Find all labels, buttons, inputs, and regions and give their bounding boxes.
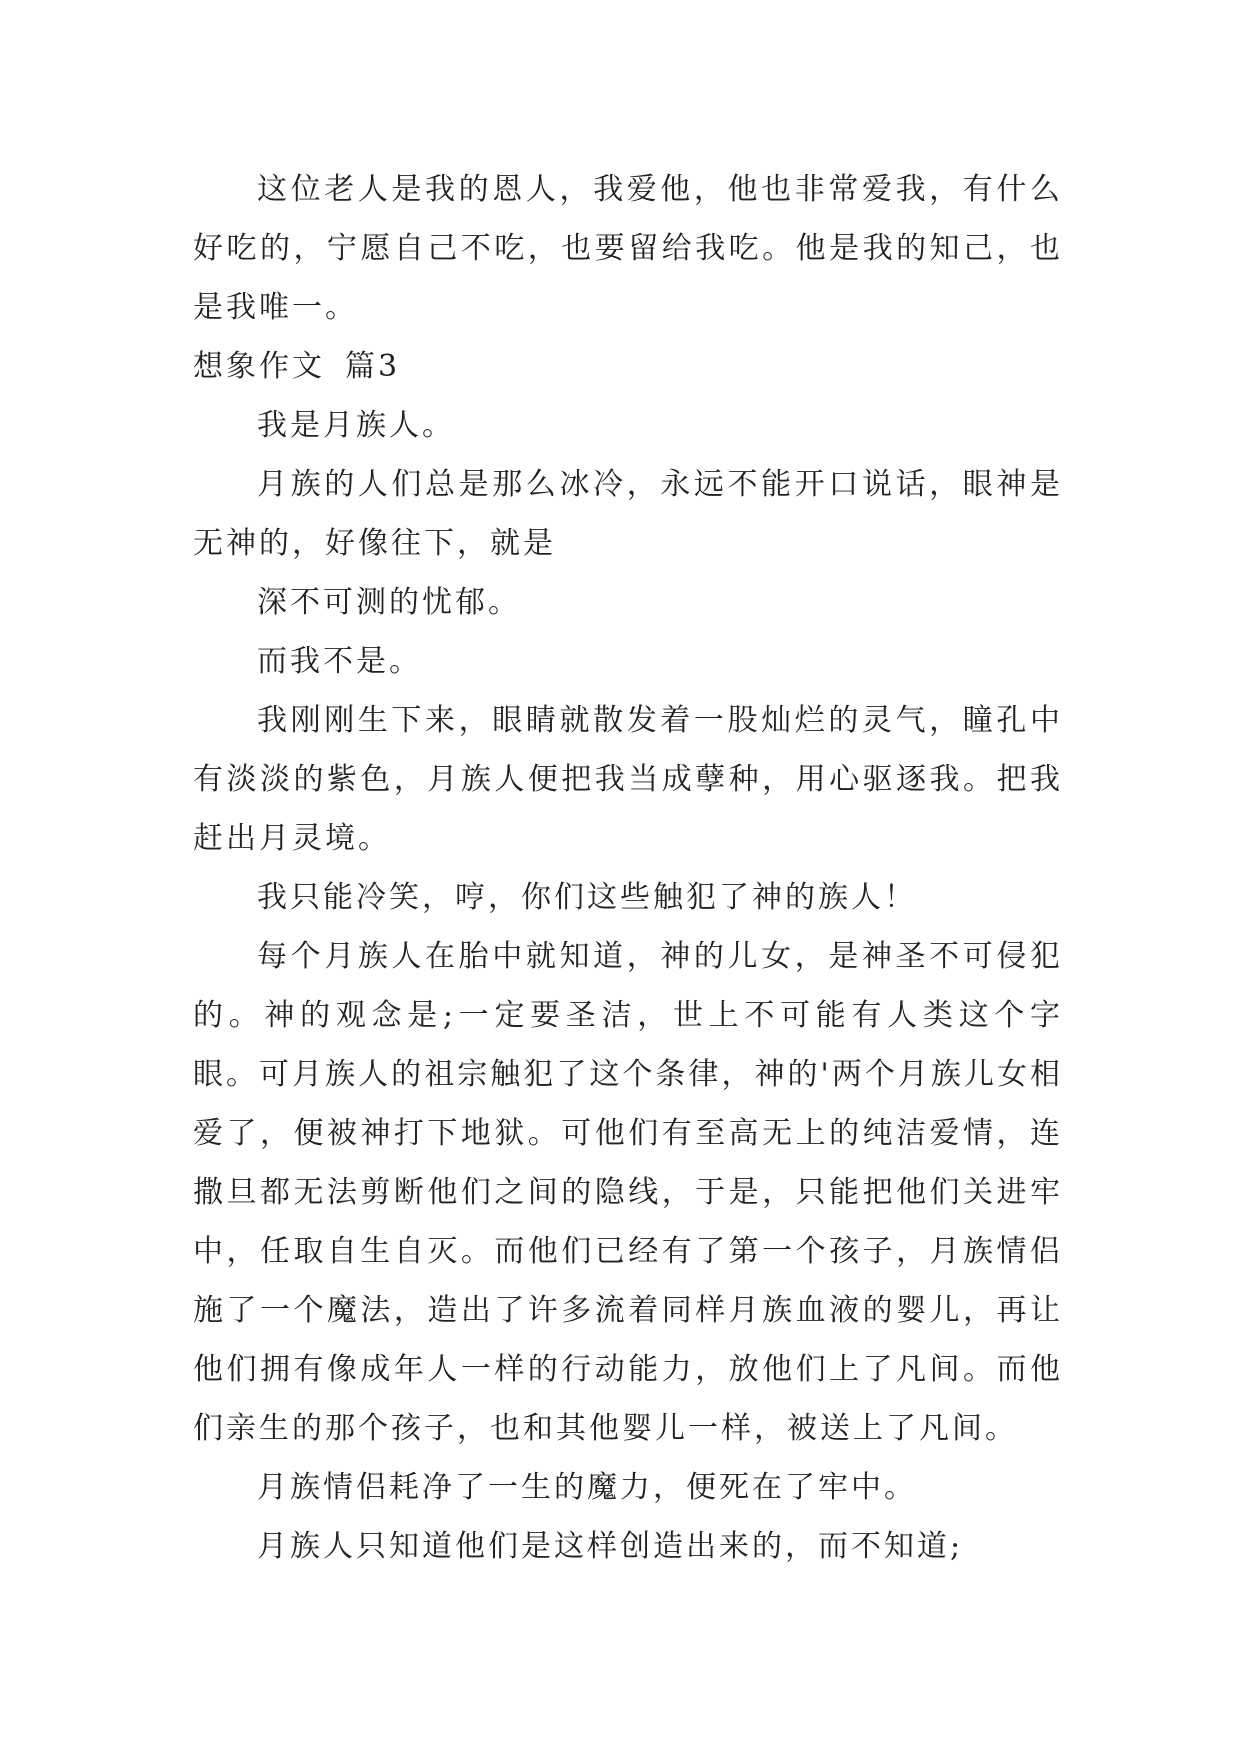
paragraph: 而我不是。 xyxy=(257,644,422,679)
heading-title: 想象作文 xyxy=(193,349,325,384)
paragraph: 深不可测的忧郁。 xyxy=(257,585,521,620)
section-heading xyxy=(193,337,1063,396)
document-body xyxy=(193,160,1063,1576)
paragraph: 我刚刚生下来，眼睛就散发着一股灿烂的灵气，瞳孔中有淡淡的紫色，月族人便把我当成孽种，用心驱逐我。把我赶出月灵境。 xyxy=(193,703,1063,856)
paragraph: 我只能冷笑，哼，你们这些触犯了神的族人！ xyxy=(257,880,917,915)
paragraph-intro: 这位老人是我的恩人，我爱他，他也非常爱我，有什么好吃的，宁愿自己不吃，也要留给我吃。他是我的知己，也是我唯一。 xyxy=(193,172,1063,325)
paragraph: 月族人只知道他们是这样创造出来的，而不知道; xyxy=(257,1529,964,1564)
paragraph: 月族的人们总是那么冰冷，永远不能开口说话，眼神是无神的，好像往下，就是 xyxy=(193,467,1063,561)
paragraph: 月族情侣耗净了一生的魔力，便死在了牢中。 xyxy=(257,1470,917,1505)
heading-section-number: 篇3 xyxy=(345,349,401,384)
paragraph: 每个月族人在胎中就知道，神的儿女，是神圣不可侵犯的。神的观念是;一定要圣洁，世上不可能有人类这个字眼。可月族人的祖宗触犯了这个条律，神的'两个月族儿女相爱了，便被神打下地狱。可他们有至高无上的纯洁爱情，连撒旦都无法剪断他们之间的隐线，于是，只能把他们关进牢中，任取自生自灭。而他们已经有了第一个孩子，月族情侣施了一个魔法，造出了许多流着同样月族血液的婴儿，再让他们拥有像成年人一样的行动能力，放他们上了凡间。而他们亲生的那个孩子，也和其他婴儿一样，被送上了凡间。 xyxy=(193,939,1063,1446)
paragraph: 我是月族人。 xyxy=(257,408,455,443)
